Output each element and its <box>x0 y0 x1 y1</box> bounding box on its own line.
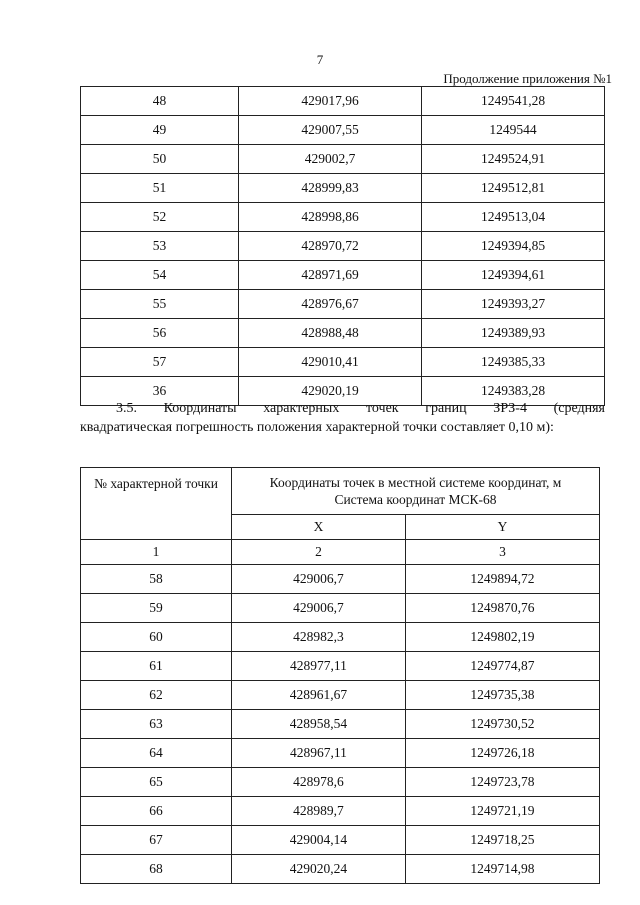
column-index-2: 2 <box>232 540 406 565</box>
coordinates-table-continued <box>80 86 605 406</box>
section-3-5-line-1: 3.5. Координаты характерных точек границ ЗРЗ-4 (средняя <box>116 401 605 416</box>
section-3-5-paragraph <box>80 399 605 437</box>
point-number-cell: 53 <box>81 232 239 261</box>
y-coordinate-cell: 1249385,33 <box>422 348 605 377</box>
point-number-cell: 50 <box>81 145 239 174</box>
coordinates-table-zrz-4 <box>80 467 600 884</box>
y-coordinate-cell: 1249393,27 <box>422 290 605 319</box>
table-row <box>81 652 600 681</box>
table-row <box>81 348 605 377</box>
x-coordinate-cell: 429017,96 <box>239 87 422 116</box>
y-coordinate-cell: 1249394,85 <box>422 232 605 261</box>
y-coordinate-cell: 1249726,18 <box>405 739 599 768</box>
table-row <box>81 855 600 884</box>
y-coordinate-cell: 1249721,19 <box>405 797 599 826</box>
table-row <box>81 594 600 623</box>
x-coordinate-cell: 429010,41 <box>239 348 422 377</box>
table-row <box>81 203 605 232</box>
table-row <box>81 145 605 174</box>
y-coordinate-cell: 1249730,52 <box>405 710 599 739</box>
point-number-cell: 65 <box>81 768 232 797</box>
table-row <box>81 232 605 261</box>
point-number-cell: 36 <box>81 377 239 406</box>
header-coordinates-line-1: Координаты точек в местной системе координат, м <box>269 475 562 490</box>
page-number: 7 <box>316 52 324 67</box>
table-row <box>81 710 600 739</box>
point-number-cell: 51 <box>81 174 239 203</box>
x-coordinate-cell: 428977,11 <box>232 652 406 681</box>
point-number-cell: 60 <box>81 623 232 652</box>
y-coordinate-cell: 1249389,93 <box>422 319 605 348</box>
point-number-cell: 68 <box>81 855 232 884</box>
x-coordinate-cell: 428998,86 <box>239 203 422 232</box>
x-coordinate-cell: 428999,83 <box>239 174 422 203</box>
y-coordinate-cell: 1249735,38 <box>405 681 599 710</box>
table-row <box>81 116 605 145</box>
x-coordinate-cell: 428967,11 <box>232 739 406 768</box>
column-index-1: 1 <box>81 540 232 565</box>
point-number-cell: 55 <box>81 290 239 319</box>
point-number-cell: 64 <box>81 739 232 768</box>
x-coordinate-cell: 428961,67 <box>232 681 406 710</box>
point-number-cell: 48 <box>81 87 239 116</box>
table-row <box>81 739 600 768</box>
x-coordinate-cell: 429004,14 <box>232 826 406 855</box>
table-row <box>81 797 600 826</box>
table-row <box>81 87 605 116</box>
point-number-cell: 56 <box>81 319 239 348</box>
table-row <box>81 290 605 319</box>
point-number-cell: 59 <box>81 594 232 623</box>
table-header-row <box>81 468 600 515</box>
table-row <box>81 768 600 797</box>
x-coordinate-cell: 429006,7 <box>232 565 406 594</box>
point-number-cell: 58 <box>81 565 232 594</box>
point-number-cell: 52 <box>81 203 239 232</box>
table-column-index-row <box>81 540 600 565</box>
table-row <box>81 261 605 290</box>
x-coordinate-cell: 429002,7 <box>239 145 422 174</box>
y-coordinate-cell: 1249894,72 <box>405 565 599 594</box>
table-row <box>81 826 600 855</box>
y-coordinate-cell: 1249870,76 <box>405 594 599 623</box>
y-coordinate-cell: 1249513,04 <box>422 203 605 232</box>
y-coordinate-cell: 1249774,87 <box>405 652 599 681</box>
y-coordinate-cell: 1249541,28 <box>422 87 605 116</box>
header-coordinates <box>232 468 600 515</box>
point-number-cell: 66 <box>81 797 232 826</box>
point-number-cell: 67 <box>81 826 232 855</box>
header-y: Y <box>405 515 599 540</box>
x-coordinate-cell: 428988,48 <box>239 319 422 348</box>
point-number-cell: 61 <box>81 652 232 681</box>
appendix-continuation-note: Продолжение приложения №1 <box>443 71 612 86</box>
x-coordinate-cell: 429020,24 <box>232 855 406 884</box>
table-row <box>81 623 600 652</box>
point-number-cell: 54 <box>81 261 239 290</box>
y-coordinate-cell: 1249723,78 <box>405 768 599 797</box>
section-3-5-line-2: квадратическая погрешность положения характерной точки составляет 0,10 м): <box>80 420 554 435</box>
column-index-3: 3 <box>405 540 599 565</box>
y-coordinate-cell: 1249394,61 <box>422 261 605 290</box>
y-coordinate-cell: 1249718,25 <box>405 826 599 855</box>
coordinates-table-zrz-4-body <box>81 468 600 884</box>
y-coordinate-cell: 1249524,91 <box>422 145 605 174</box>
table-row <box>81 565 600 594</box>
table-row <box>81 319 605 348</box>
table-row <box>81 174 605 203</box>
x-coordinate-cell: 428989,7 <box>232 797 406 826</box>
x-coordinate-cell: 429007,55 <box>239 116 422 145</box>
x-coordinate-cell: 428970,72 <box>239 232 422 261</box>
header-x: X <box>232 515 406 540</box>
point-number-cell: 63 <box>81 710 232 739</box>
point-number-cell: 62 <box>81 681 232 710</box>
x-coordinate-cell: 428971,69 <box>239 261 422 290</box>
coordinates-table-continued-body <box>81 87 605 406</box>
header-point-number: № характерной точки <box>81 468 232 540</box>
x-coordinate-cell: 429006,7 <box>232 594 406 623</box>
point-number-cell: 57 <box>81 348 239 377</box>
y-coordinate-cell: 1249512,81 <box>422 174 605 203</box>
x-coordinate-cell: 429020,19 <box>239 377 422 406</box>
y-coordinate-cell: 1249802,19 <box>405 623 599 652</box>
y-coordinate-cell: 1249544 <box>422 116 605 145</box>
x-coordinate-cell: 428982,3 <box>232 623 406 652</box>
point-number-cell: 49 <box>81 116 239 145</box>
table-row <box>81 681 600 710</box>
x-coordinate-cell: 428978,6 <box>232 768 406 797</box>
y-coordinate-cell: 1249714,98 <box>405 855 599 884</box>
x-coordinate-cell: 428976,67 <box>239 290 422 319</box>
header-coordinates-line-2: Система координат МСК-68 <box>334 492 497 507</box>
x-coordinate-cell: 428958,54 <box>232 710 406 739</box>
y-coordinate-cell: 1249383,28 <box>422 377 605 406</box>
